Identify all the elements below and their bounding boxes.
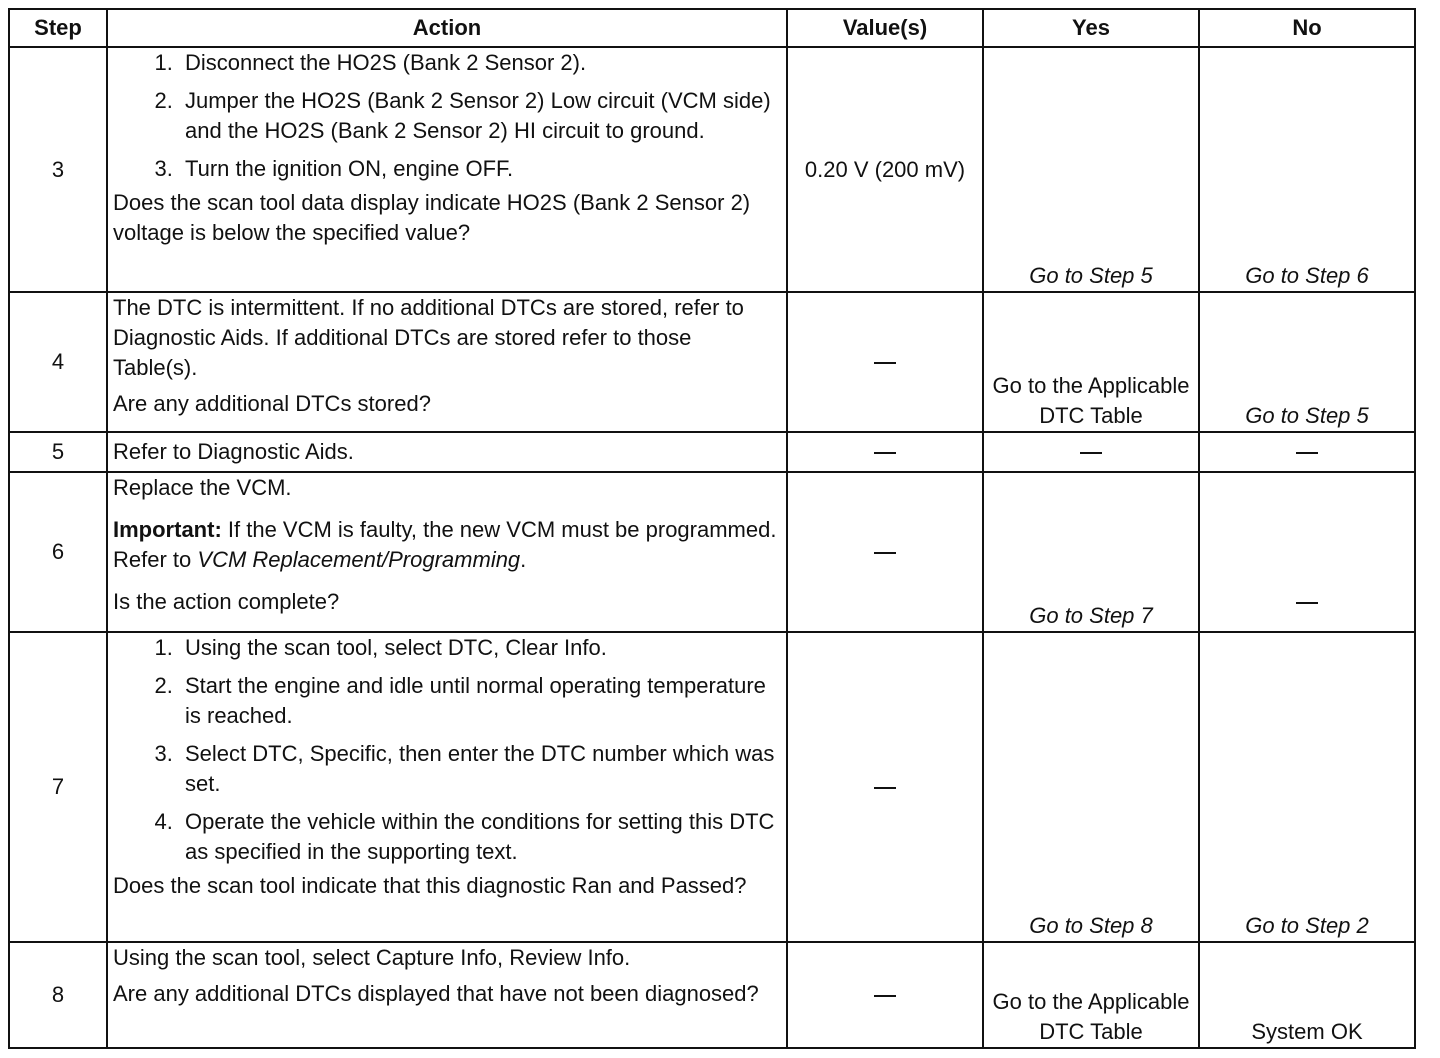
action-text: Refer to Diagnostic Aids. xyxy=(113,439,354,464)
header-no: No xyxy=(1199,9,1415,47)
action-cell xyxy=(107,47,787,292)
value-cell xyxy=(787,292,983,432)
yes-cell: Go to Step 8 xyxy=(983,632,1199,942)
list-item: 2. Start the engine and idle until normal operating temperature is reached. xyxy=(179,671,781,731)
table-row xyxy=(9,472,1415,632)
header-values: Value(s) xyxy=(787,9,983,47)
list-item: 3. Turn the ignition ON, engine OFF. xyxy=(179,154,781,184)
table-row xyxy=(9,942,1415,1048)
action-cell xyxy=(107,632,787,942)
list-item: 1. Using the scan tool, select DTC, Clear Info. xyxy=(179,633,781,663)
dash-mark xyxy=(874,552,896,554)
question-text: Does the scan tool data display indicate HO2S (Bank 2 Sensor 2) voltage is below the specified value? xyxy=(113,190,751,245)
header-step: Step xyxy=(9,9,107,47)
action-cell xyxy=(107,432,787,472)
yes-cell: Go to the Applicable DTC Table xyxy=(983,292,1199,432)
important-text: If the VCM is faulty, the new VCM must be programmed. Refer to xyxy=(113,517,777,572)
no-cell xyxy=(1199,472,1415,632)
procedure-list xyxy=(113,48,781,184)
value-cell xyxy=(787,472,983,632)
dash-mark xyxy=(874,995,896,997)
list-item: 2. Jumper the HO2S (Bank 2 Sensor 2) Low circuit (VCM side) and the HO2S (Bank 2 Sensor 2) HI circuit to ground. xyxy=(179,86,781,146)
step-number: 6 xyxy=(9,472,107,632)
no-cell xyxy=(1199,432,1415,472)
action-cell xyxy=(107,942,787,1048)
dash-mark xyxy=(874,362,896,364)
list-item: 4. Operate the vehicle within the conditions for setting this DTC as specified in the supporting text. xyxy=(179,807,781,867)
action-text: The DTC is intermittent. If no additional DTCs are stored, refer to Diagnostic Aids. If additional DTCs are stored refer to those Table(s). xyxy=(113,295,744,380)
no-cell: System OK xyxy=(1199,942,1415,1048)
value-cell: 0.20 V (200 mV) xyxy=(787,47,983,292)
table-row xyxy=(9,47,1415,292)
action-text: Replace the VCM. xyxy=(113,475,292,500)
table-row xyxy=(9,432,1415,472)
important-label: Important: xyxy=(113,517,222,542)
action-cell xyxy=(107,292,787,432)
yes-cell: Go to Step 7 xyxy=(983,472,1199,632)
header-row xyxy=(9,9,1415,47)
diagnostic-table xyxy=(8,8,1416,1049)
step-number: 4 xyxy=(9,292,107,432)
action-text: Using the scan tool, select Capture Info, Review Info. xyxy=(113,945,631,970)
step-number: 8 xyxy=(9,942,107,1048)
step-number: 7 xyxy=(9,632,107,942)
yes-cell: Go to the Applicable DTC Table xyxy=(983,942,1199,1048)
reference-link[interactable]: VCM Replacement/Programming xyxy=(197,547,521,572)
value-cell xyxy=(787,432,983,472)
yes-cell: Go to Step 5 xyxy=(983,47,1199,292)
dash-mark xyxy=(1296,452,1318,454)
dash-mark xyxy=(1296,602,1318,604)
question-text: Are any additional DTCs stored? xyxy=(113,391,431,416)
action-cell xyxy=(107,472,787,632)
step-number: 5 xyxy=(9,432,107,472)
dash-mark xyxy=(874,452,896,454)
no-cell: Go to Step 2 xyxy=(1199,632,1415,942)
header-action: Action xyxy=(107,9,787,47)
question-text: Is the action complete? xyxy=(113,589,340,614)
list-item: 3. Select DTC, Specific, then enter the DTC number which was set. xyxy=(179,739,781,799)
procedure-list xyxy=(113,633,781,867)
question-text: Are any additional DTCs displayed that have not been diagnosed? xyxy=(113,981,759,1006)
value-cell xyxy=(787,632,983,942)
dash-mark xyxy=(1080,452,1102,454)
dash-mark xyxy=(874,787,896,789)
question-text: Does the scan tool indicate that this diagnostic Ran and Passed? xyxy=(113,873,747,898)
no-cell: Go to Step 6 xyxy=(1199,47,1415,292)
table-row xyxy=(9,292,1415,432)
no-cell: Go to Step 5 xyxy=(1199,292,1415,432)
header-yes: Yes xyxy=(983,9,1199,47)
important-note: Important: If the VCM is faulty, the new VCM must be programmed. Refer to VCM Replacement/Programming. xyxy=(113,517,777,572)
value-cell xyxy=(787,942,983,1048)
list-item: 1. Disconnect the HO2S (Bank 2 Sensor 2). xyxy=(179,48,781,78)
step-number: 3 xyxy=(9,47,107,292)
yes-cell xyxy=(983,432,1199,472)
table-row xyxy=(9,632,1415,942)
